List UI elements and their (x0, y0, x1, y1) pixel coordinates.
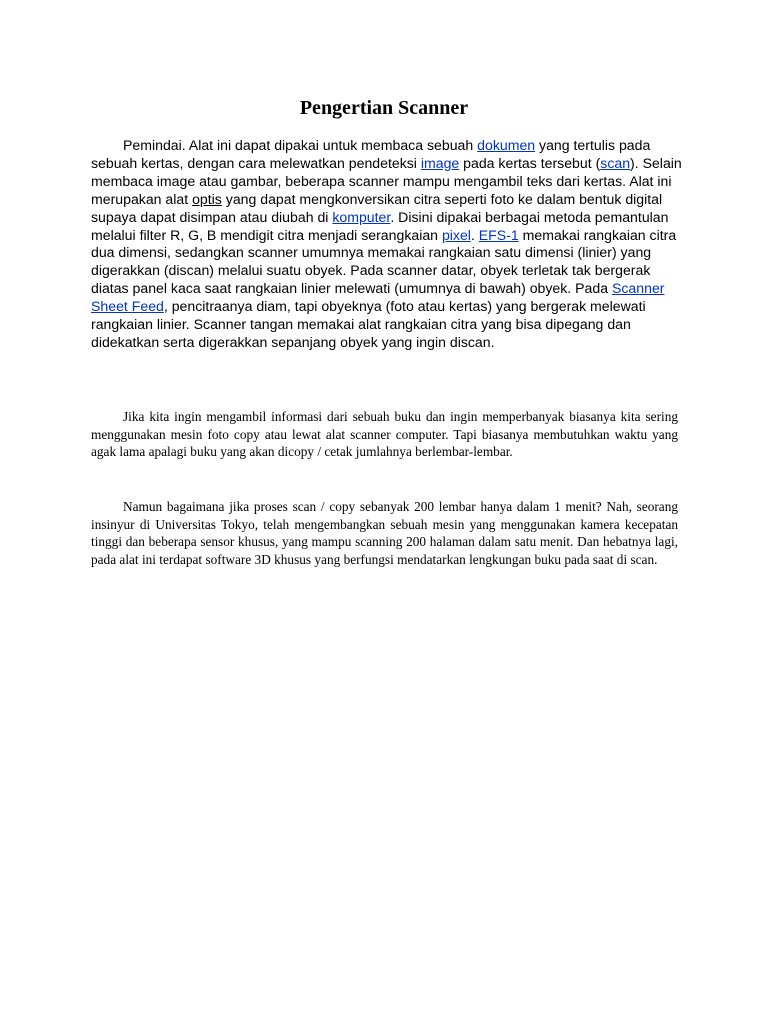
page-title: Pengertian Scanner (299, 97, 469, 119)
paragraph-text: Pemindai. Alat ini dapat dipakai untuk membaca sebuah (123, 137, 478, 153)
link-komputer[interactable]: komputer (332, 208, 391, 225)
paragraph-tokyo-scanner: Namun bagaimana jika proses scan / copy sebanyak 200 lembar hanya dalam 1 menit? Nah, seorang insinyur di Universitas Tokyo, telah mengembangkan sebuah mesin yang menggunakan kamera kecepatan tinggi dan beberapa sensor khusus, yang mampu scanning 200 halaman dalam satu menit. Dan hebatnya lagi, pada alat ini terdapat software 3D khusus yang berfungsi mendatarkan lengkungan buku pada saat di scan. (91, 499, 678, 567)
paragraph-text: , pencitraanya diam, tapi obyeknya (foto atau kertas) yang bergerak melewati rangkaian linier. Scanner tangan memakai alat rangkaian citra yang bisa dipegang dan didekatkan serta digerakkan sepanjang obyek yang ingin discan. (91, 298, 646, 350)
link-efs-1[interactable]: EFS-1 (478, 226, 519, 243)
paragraph-book-copy: Jika kita ingin mengambil informasi dari sebuah buku dan ingin memperbanyak biasanya kita sering menggunakan mesin foto copy atau lewat alat scanner computer. Tapi biasanya membutuhkan waktu yang agak lama apalagi buku yang akan dicopy / cetak jumlahnya berlembar-lembar. (91, 409, 678, 460)
link-dokumen[interactable]: dokumen (477, 137, 536, 153)
paragraph-text: . Disini dipakai berbagai metoda pemantulan melalui filter R, G, B mendigit citra menjadi serangkaian (91, 208, 669, 243)
link-pixel[interactable]: pixel (441, 226, 471, 243)
paragraph-scanner-definition (91, 137, 691, 352)
link-scan[interactable]: scan (600, 154, 631, 171)
paragraph-text: memakai rangkaian citra dua dimensi, sedangkan scanner umumnya memakai rangkaian satu dimensi (linier) yang digerakkan (discan) melalui suatu obyek. Pada scanner datar, obyek terletak tak bergerak diatas panel kaca saat rangkaian linier melewati (umumnya di bawah) obyek. Pada (91, 226, 677, 297)
link-optis[interactable]: optis (192, 190, 222, 207)
link-scanner-sheet-feed[interactable]: Scanner Sheet Feed (91, 280, 665, 315)
paragraph-text: . (470, 226, 479, 243)
link-image[interactable]: image (420, 154, 460, 171)
paragraph-text: pada kertas tersebut ( (459, 154, 601, 171)
paragraph-text: yang dapat mengkonversikan citra seperti foto ke dalam bentuk digital supaya dapat disimpan atau diubah di (91, 190, 663, 225)
paragraph-text: ). Selain membaca image atau gambar, beberapa scanner mampu mengambil teks dari kertas. Alat ini merupakan alat (91, 154, 682, 207)
paragraph-text: yang tertulis pada sebuah kertas, dengan cara melewatkan pendeteksi (91, 137, 651, 171)
